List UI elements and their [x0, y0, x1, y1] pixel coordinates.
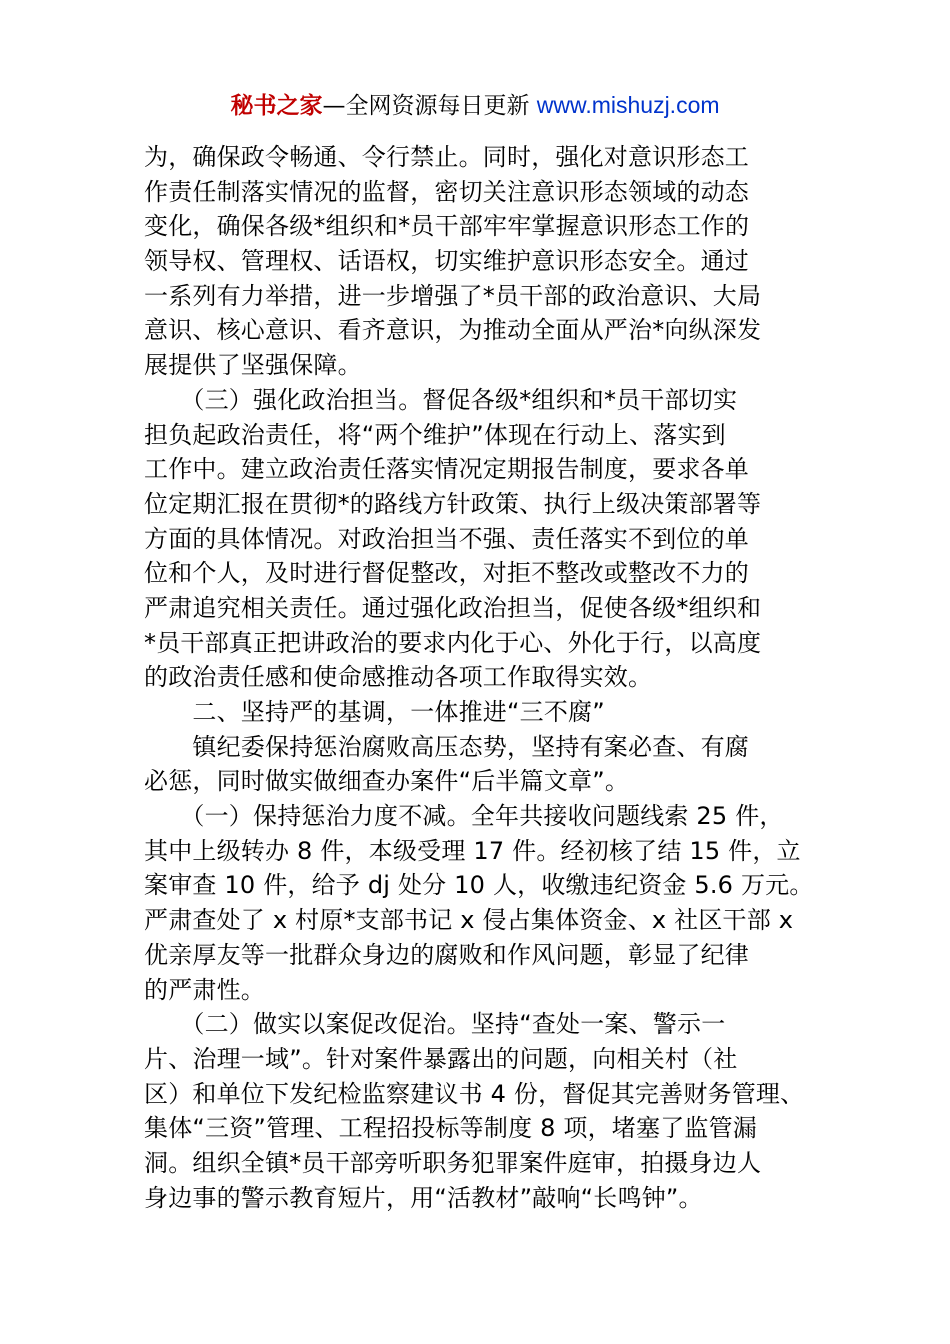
text-line: 工作中。建立政治责任落实情况定期报告制度，要求各单: [144, 455, 749, 484]
text-line: 区）和单位下发纪检监察建议书 4 份，督促其完善财务管理、: [144, 1079, 805, 1108]
site-url-link[interactable]: www.mishuzj.com: [536, 92, 720, 118]
text-line: 优亲厚友等一批群众身边的腐败和作风问题，彰显了纪律: [144, 940, 749, 969]
text-line: 片、治理一域”。针对案件暴露出的问题，向相关村（社: [144, 1044, 738, 1073]
site-brand: 秘书之家: [230, 93, 323, 119]
text-line: 集体“三资”管理、工程招投标等制度 8 项，堵塞了监管漏: [144, 1114, 757, 1143]
page-header: [0, 90, 950, 121]
text-line: 担负起政治责任，将“两个维护”体现在行动上、落实到: [144, 420, 726, 449]
text-line: 案审查 10 件，给予 dj 处分 10 人，收缴违纪资金 5.6 万元。: [144, 871, 814, 900]
text-line: 领导权、管理权、话语权，切实维护意识形态安全。通过: [144, 247, 749, 276]
text-line: 作责任制落实情况的监督，密切关注意识形态领域的动态: [144, 177, 749, 206]
text-line: 的严肃性。: [144, 975, 265, 1004]
text-line: 为，确保政令畅通、令行禁止。同时，强化对意识形态工: [144, 143, 749, 171]
text-line: 身边事的警示教育短片，用“活教材”敲响“长鸣钟”。: [144, 1183, 703, 1212]
text-line: 变化，确保各级*组织和*员干部牢牢掌握意识形态工作的: [144, 212, 750, 241]
text-line: 镇纪委保持惩治腐败高压态势，坚持有案必查、有腐: [144, 732, 749, 761]
text-line: 严肃查处了 x 村原*支部书记 x 侵占集体资金、x 社区干部 x: [144, 906, 794, 935]
text-line: 的政治责任感和使命感推动各项工作取得实效。: [144, 663, 653, 692]
text-line: 其中上级转办 8 件，本级受理 17 件。经初核了结 15 件，立: [144, 836, 801, 865]
document-body: [144, 140, 834, 1215]
text-line: 必惩，同时做实做细查办案件“后半篇文章”。: [144, 767, 630, 796]
section-heading-line: （二）做实以案促改促治。坚持“查处一案、警示一: [144, 1010, 726, 1039]
text-line: 严肃追究相关责任。通过强化政治担当，促使各级*组织和: [144, 593, 762, 622]
section-heading-line: 二、坚持严的基调，一体推进“三不腐”: [144, 698, 605, 726]
text-line: 展提供了坚强保障。: [144, 351, 362, 380]
text-line: *员干部真正把讲政治的要求内化于心、外化于行，以高度: [144, 628, 762, 657]
text-line: 一系列有力举措，进一步增强了*员干部的政治意识、大局: [144, 281, 762, 310]
text-line: 位和个人，及时进行督促整改，对拒不整改或整改不力的: [144, 559, 749, 588]
text-line: 方面的具体情况。对政治担当不强、责任落实不到位的单: [144, 524, 749, 553]
text-line: 位定期汇报在贯彻*的路线方针政策、执行上级决策部署等: [144, 489, 762, 518]
section-heading-line: （一）保持惩治力度不减。全年共接收问题线索 25 件，: [144, 802, 784, 831]
site-tagline: —全网资源每日更新: [322, 93, 537, 119]
section-heading-line: （三）强化政治担当。督促各级*组织和*员干部切实: [144, 385, 738, 414]
text-line: 意识、核心意识、看齐意识，为推动全面从严治*向纵深发: [144, 316, 762, 345]
text-line: 洞。组织全镇*员干部旁听职务犯罪案件庭审，拍摄身边人: [144, 1148, 762, 1177]
